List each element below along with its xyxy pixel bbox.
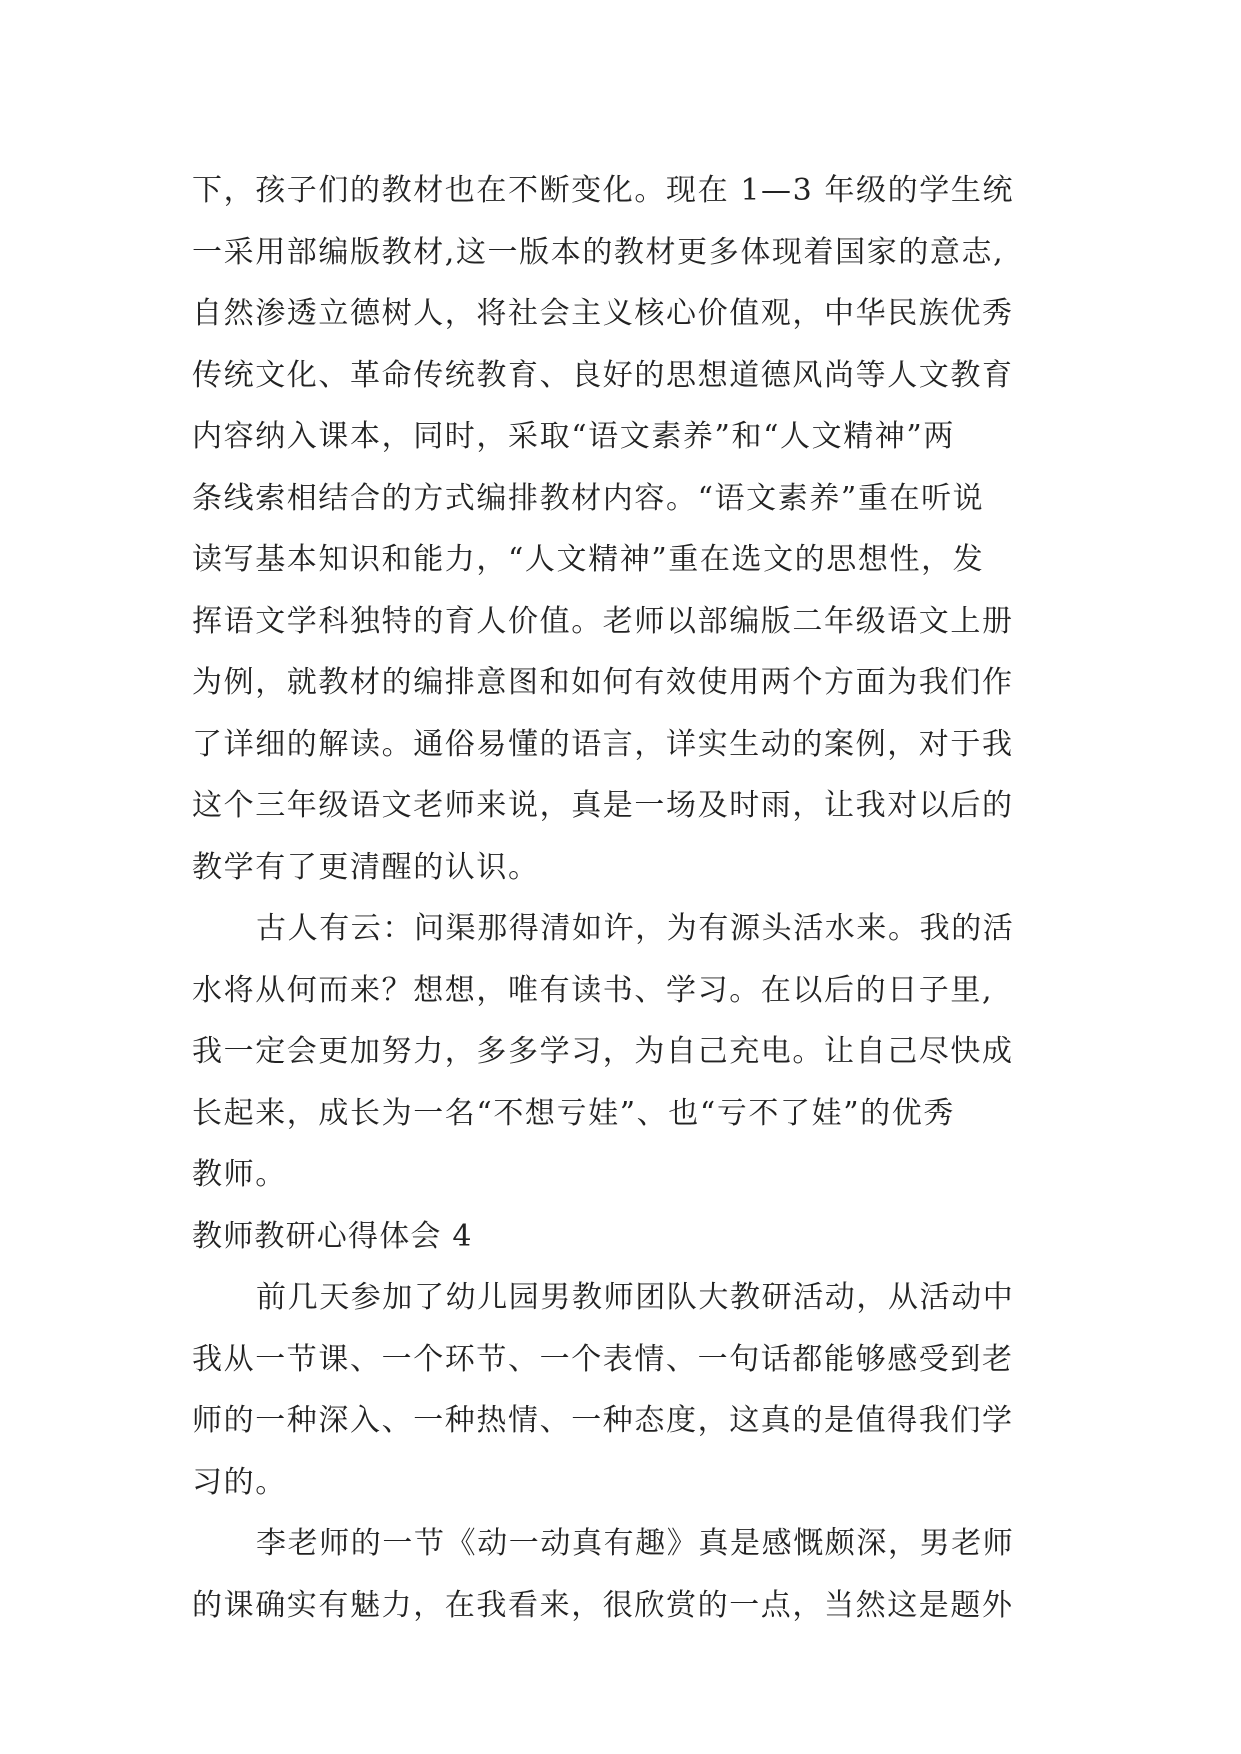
body-line: 教师。 <box>192 1157 287 1192</box>
body-line: 这个三年级语文老师来说，真是一场及时雨，让我对以后的 <box>192 788 1014 823</box>
body-line: 长起来，成长为一名“不想亏娃”、也“亏不了娃”的优秀 <box>192 1095 955 1131</box>
section-heading: 教师教研心得体会 4 <box>192 1218 473 1254</box>
document-body <box>192 160 1092 1636</box>
body-line: 传统文化、革命传统教育、良好的思想道德风尚等人文教育 <box>192 357 1014 393</box>
body-line: 的课确实有魅力，在我看来，很欣赏的一点，当然这是题外 <box>192 1587 1014 1623</box>
body-line: 下，孩子们的教材也在不断变化。现在 1—3 年级的学生统 <box>192 173 1015 208</box>
body-line: 我从一节课、一个环节、一个表情、一句话都能够感受到老 <box>192 1341 1014 1377</box>
body-line: 习的。 <box>192 1464 287 1500</box>
body-line: 条线索相结合的方式编排教材内容。“语文素养”重在听说 <box>192 480 985 516</box>
body-line: 教学有了更清醒的认识。 <box>192 849 540 885</box>
body-line: 我一定会更加努力，多多学习，为自己充电。让自己尽快成 <box>192 1034 1014 1069</box>
paragraph-first-line: 前几天参加了幼儿园男教师团队大教研活动，从活动中 <box>256 1280 1015 1315</box>
body-line: 挥语文学科独特的育人价值。老师以部编版二年级语文上册 <box>192 603 1014 639</box>
body-line: 自然渗透立德树人，将社会主义核心价值观，中华民族优秀 <box>192 296 1014 331</box>
body-line: 了详细的解读。通俗易懂的语言，详实生动的案例，对于我 <box>192 726 1014 762</box>
paragraph-first-line: 李老师的一节《动一动真有趣》真是感慨颇深，男老师 <box>256 1526 1015 1561</box>
paragraph-first-line: 古人有云：问渠那得清如许，为有源头活水来。我的活 <box>256 911 1015 946</box>
body-line: 水将从何而来？想想，唯有读书、学习。在以后的日子里, <box>192 972 994 1008</box>
body-line: 内容纳入课本，同时，采取“语文素养”和“人文精神”两 <box>192 419 955 454</box>
body-line: 为例，就教材的编排意图和如何有效使用两个方面为我们作 <box>192 665 1014 700</box>
body-line: 一采用部编版教材,这一版本的教材更多体现着国家的意志, <box>192 234 1005 270</box>
body-line: 师的一种深入、一种热情、一种态度，这真的是值得我们学 <box>192 1403 1014 1438</box>
body-line: 读写基本知识和能力，“人文精神”重在选文的思想性，发 <box>192 542 985 577</box>
